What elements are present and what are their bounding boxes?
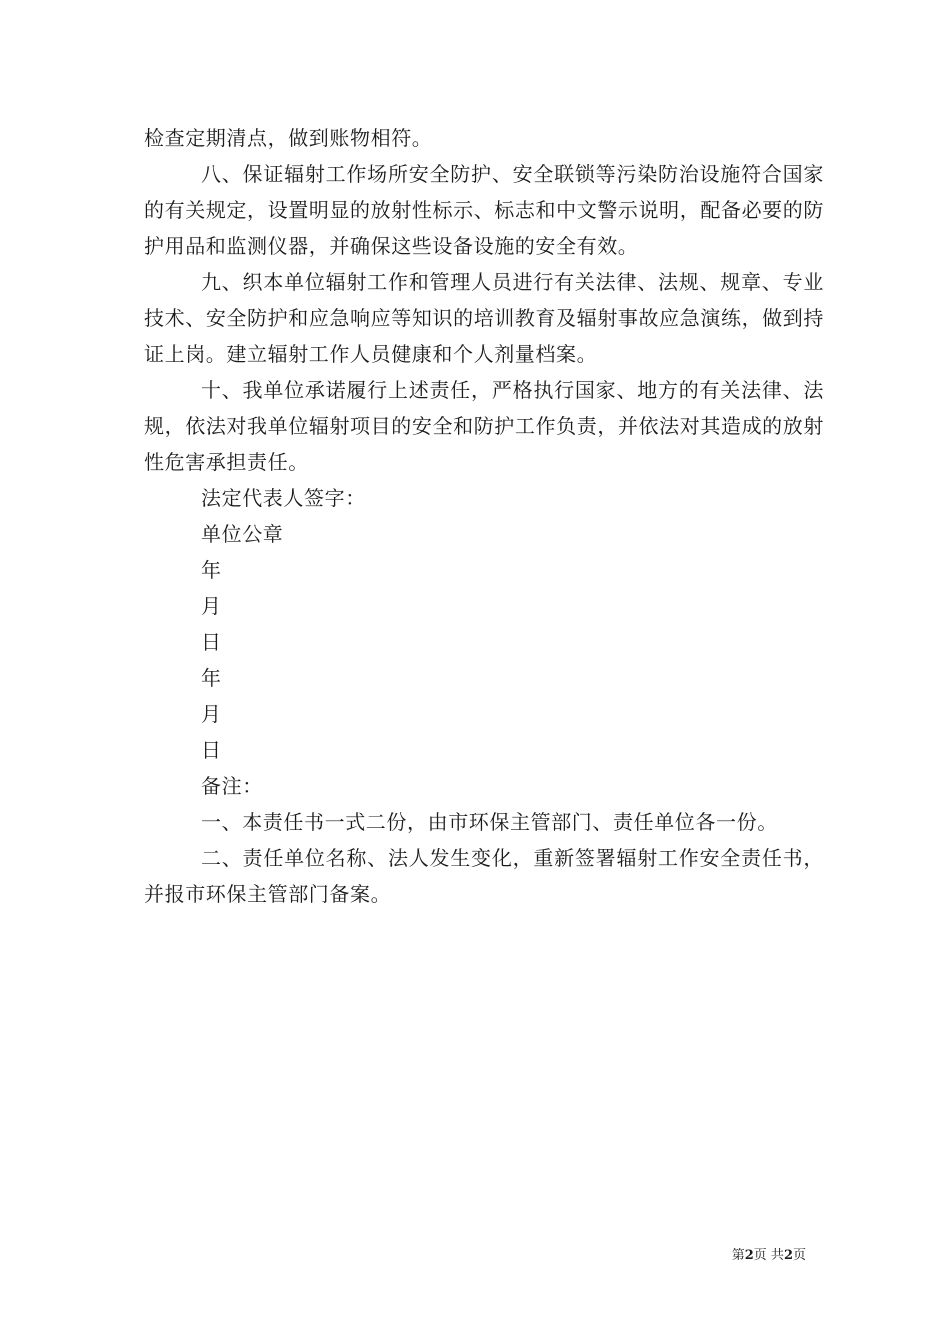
footer-current-page: 2 — [744, 1248, 754, 1263]
footer-middle: 页 共 — [753, 1248, 784, 1263]
paragraph-item-9: 九、织本单位辐射工作和管理人员进行有关法律、法规、规章、专业技术、安全防护和应急响应等知识的培训教育及辐射事故应急演练，做到持证上岗。建立辐射工作人员健康和个人剂量档案。 — [144, 270, 824, 366]
paragraph-item-10: 十、我单位承诺履行上述责任，严格执行国家、地方的有关法律、法规，依法对我单位辐射项目的安全和防护工作负责，并依法对其造成的放射性危害承担责任。 — [144, 378, 824, 474]
footer-total-pages: 2 — [783, 1248, 793, 1263]
paragraph-item-8: 八、保证辐射工作场所安全防护、安全联锁等污染防治设施符合国家的有关规定，设置明显的放射性标示、标志和中文警示说明，配备必要的防护用品和监测仪器，并确保这些设备设施的安全有效。 — [144, 162, 824, 258]
date-month-label: 月 — [201, 594, 222, 618]
unit-seal-label: 单位公章 — [201, 522, 284, 546]
remark-item-1: 一、本责任书一式二份，由市环保主管部门、责任单位各一份。 — [201, 810, 778, 834]
date-day-label: 日 — [201, 630, 222, 654]
document-body — [144, 120, 824, 912]
date-month-label-2: 月 — [201, 702, 222, 726]
footer-prefix: 第 — [731, 1248, 745, 1263]
remark-item-2: 二、责任单位名称、法人发生变化，重新签署辐射工作安全责任书，并报市环保主管部门备案。 — [144, 846, 824, 906]
date-day-label-2: 日 — [201, 738, 222, 762]
date-year-label-2: 年 — [201, 666, 222, 690]
legal-representative-signature-label: 法定代表人签字： — [201, 486, 366, 510]
remarks-heading: 备注： — [201, 774, 263, 798]
footer-suffix: 页 — [792, 1248, 806, 1263]
date-year-label: 年 — [201, 558, 222, 582]
paragraph-continuation: 检查定期清点，做到账物相符。 — [144, 126, 433, 150]
page-number-footer — [732, 1247, 806, 1265]
